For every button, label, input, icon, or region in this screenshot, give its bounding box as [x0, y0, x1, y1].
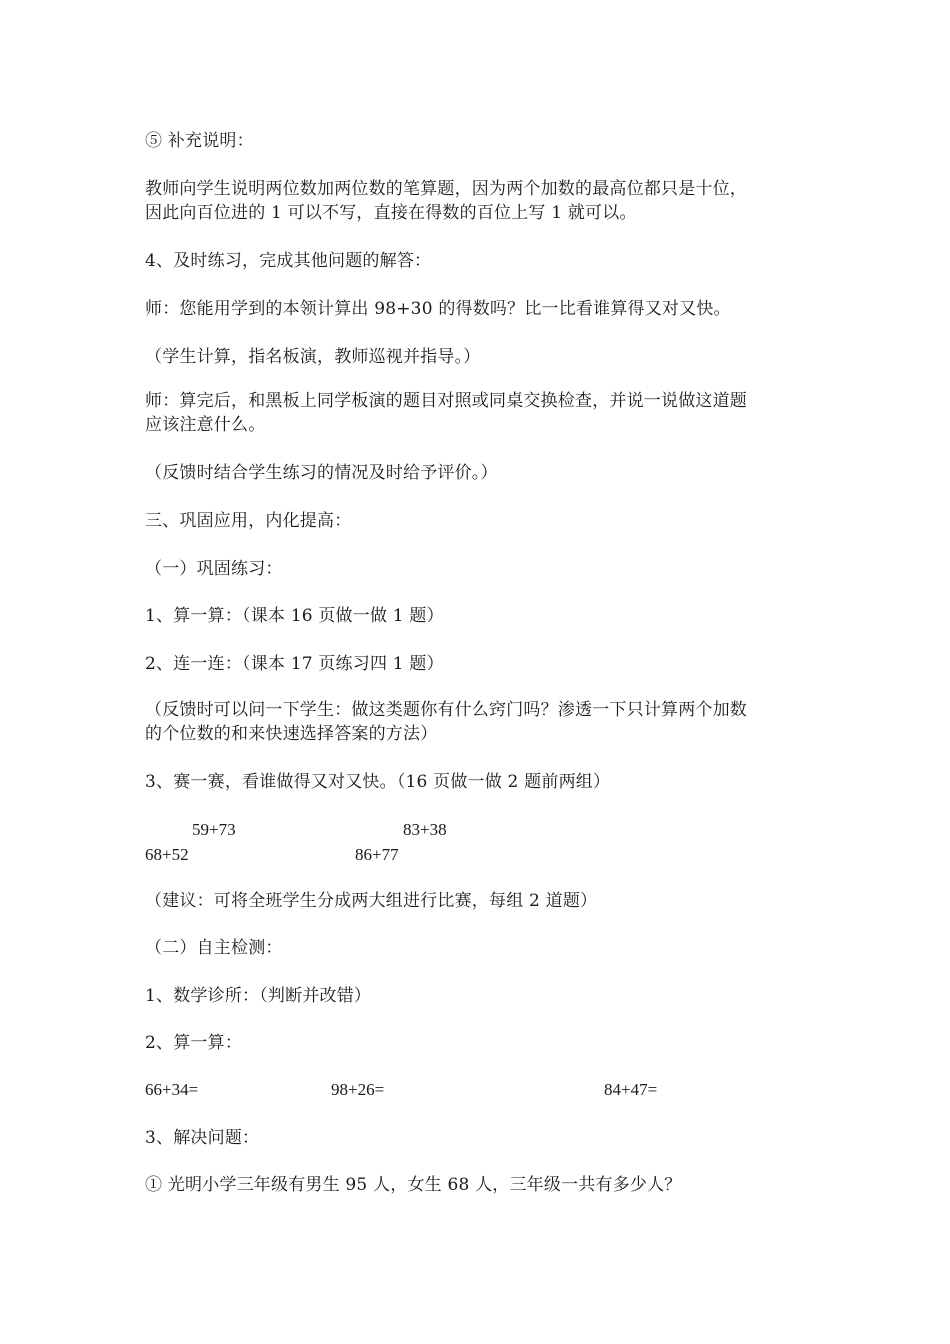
section-heading: 三、巩固应用，内化提高：	[145, 511, 352, 531]
self-check-problem: 98+26=	[331, 1080, 385, 1099]
note-line: （反馈时可以问一下学生：做这类题你有什么窍门吗？渗透一下只计算两个加数	[145, 700, 747, 720]
race-problem: 83+38	[403, 820, 447, 839]
note-line: （反馈时结合学生练习的情况及时给予评价。）	[145, 463, 498, 483]
note-line: （建议：可将全班学生分成两大组进行比赛，每组 2 道题）	[145, 891, 598, 911]
race-problem: 68+52	[145, 845, 189, 864]
teacher-instruction: 应该注意什么。	[145, 415, 266, 435]
exercise-item: 1、数学诊所：（判断并改错）	[145, 986, 372, 1006]
heading-practice: 4、及时练习，完成其他问题的解答：	[145, 251, 432, 271]
word-problem: ① 光明小学三年级有男生 95 人，女生 68 人，三年级一共有多少人？	[145, 1175, 682, 1195]
note-line: 的个位数的和来快速选择答案的方法）	[145, 724, 438, 744]
exercise-item: 2、连一连：（课本 17 页练习四 1 题）	[145, 654, 444, 674]
teacher-question: 师：您能用学到的本领计算出 98+30 的得数吗？比一比看谁算得又对又快。	[145, 299, 731, 319]
self-check-problem: 84+47=	[604, 1080, 658, 1099]
race-problem: 86+77	[355, 845, 399, 864]
exercise-item: 2、算一算：	[145, 1033, 243, 1053]
subsection-heading: （二）自主检测：	[145, 938, 283, 958]
heading-supplement: ⑤ 补充说明：	[145, 131, 254, 151]
teacher-instruction: 师：算完后，和黑板上同学板演的题目对照或同桌交换检查，并说一说做这道题	[145, 391, 747, 411]
race-problem: 59+73	[192, 820, 236, 839]
note-line: （学生计算，指名板演，教师巡视并指导。）	[145, 347, 481, 367]
paragraph-line: 教师向学生说明两位数加两位数的笔算题，因为两个加数的最高位都只是十位，	[145, 179, 747, 199]
subsection-heading: （一）巩固练习：	[145, 559, 283, 579]
exercise-item: 1、算一算：（课本 16 页做一做 1 题）	[145, 606, 444, 626]
self-check-problem: 66+34=	[145, 1080, 199, 1099]
exercise-item: 3、解决问题：	[145, 1128, 260, 1148]
exercise-item: 3、赛一赛，看谁做得又对又快。（16 页做一做 2 题前两组）	[145, 772, 611, 792]
paragraph-line: 因此向百位进的 1 可以不写，直接在得数的百位上写 1 就可以。	[145, 203, 637, 223]
